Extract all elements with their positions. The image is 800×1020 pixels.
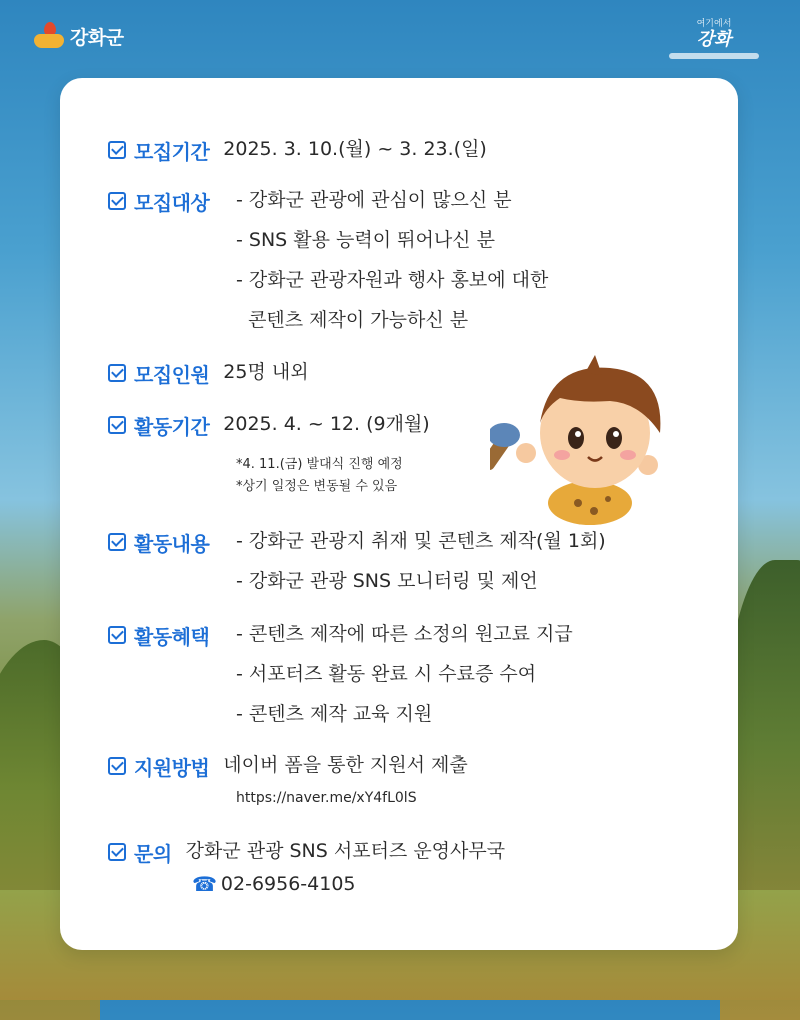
apply-method-row [108, 752, 468, 781]
activity-content-row [108, 528, 209, 557]
recruit-period-label: 모집기간 [134, 140, 210, 164]
check-square-icon [108, 141, 126, 159]
activity-benefit-row [108, 621, 209, 650]
recruit-target-row [108, 187, 209, 216]
phone-icon: ☎ [192, 872, 217, 896]
info-card [60, 78, 738, 950]
ganghwa-logo [34, 22, 124, 50]
brand-name: 강화 [696, 29, 732, 50]
contact-phone[interactable] [192, 872, 356, 896]
caveman-mascot [490, 353, 680, 528]
check-square-icon [108, 843, 126, 861]
list-item: - SNS 활용 능력이 뛰어나신 분 [236, 229, 495, 251]
list-item: - 콘텐츠 제작에 따른 소정의 원고료 지급 [236, 623, 573, 645]
activity-benefit-label: 활동혜택 [134, 625, 210, 649]
list-item: - 강화군 관광 SNS 모니터링 및 제언 [236, 570, 538, 592]
recruit-target-label: 모집대상 [134, 191, 210, 215]
contact-label: 문의 [134, 842, 172, 866]
org-name: 강화군 [70, 26, 124, 49]
note-text: *상기 일정은 변동될 수 있음 [236, 479, 398, 494]
recruit-count-row [108, 359, 309, 388]
brand-slogan: 여기에서 [696, 19, 732, 29]
list-item: 콘텐츠 제작이 가능하신 분 [236, 309, 469, 331]
check-square-icon [108, 416, 126, 434]
ganghwa-emblem-icon [34, 22, 64, 50]
check-square-icon [108, 192, 126, 210]
list-item: - 강화군 관광에 관심이 많으신 분 [236, 189, 512, 211]
recruit-count-value: 25명 내외 [223, 361, 309, 383]
list-item: - 강화군 관광자원과 행사 홍보에 대한 [236, 269, 549, 291]
brand-logo [664, 16, 764, 64]
apply-method-value: 네이버 폼을 통한 지원서 제출 [223, 754, 468, 776]
apply-method-label: 지원방법 [134, 756, 210, 780]
note-text: *4. 11.(금) 발대식 진행 예정 [236, 457, 403, 472]
phone-number: 02-6956-4105 [220, 873, 356, 895]
check-square-icon [108, 533, 126, 551]
activity-period-notes [236, 454, 403, 498]
check-square-icon [108, 626, 126, 644]
activity-period-value: 2025. 4. ~ 12. (9개월) [223, 413, 430, 435]
contact-value: 강화군 관광 SNS 서포터즈 운영사무국 [185, 840, 506, 862]
list-item: - 콘텐츠 제작 교육 지원 [236, 703, 433, 725]
recruit-period-row [108, 136, 487, 165]
list-item: - 강화군 관광지 취재 및 콘텐츠 제작(월 1회) [236, 530, 606, 552]
apply-link[interactable]: https://naver.me/xY4fL0lS [236, 790, 417, 806]
activity-benefit-list [236, 614, 573, 734]
recruit-period-value: 2025. 3. 10.(월) ~ 3. 23.(일) [223, 138, 487, 160]
contact-row [108, 838, 505, 867]
activity-content-list [236, 521, 606, 601]
recruit-count-label: 모집인원 [134, 363, 210, 387]
check-square-icon [108, 364, 126, 382]
activity-period-row [108, 411, 430, 440]
activity-content-label: 활동내용 [134, 532, 210, 556]
brand-wave-icon [669, 53, 759, 59]
activity-period-label: 활동기간 [134, 415, 210, 439]
list-item: - 서포터즈 활동 완료 시 수료증 수여 [236, 663, 537, 685]
recruit-target-list [236, 180, 548, 340]
check-square-icon [108, 757, 126, 775]
